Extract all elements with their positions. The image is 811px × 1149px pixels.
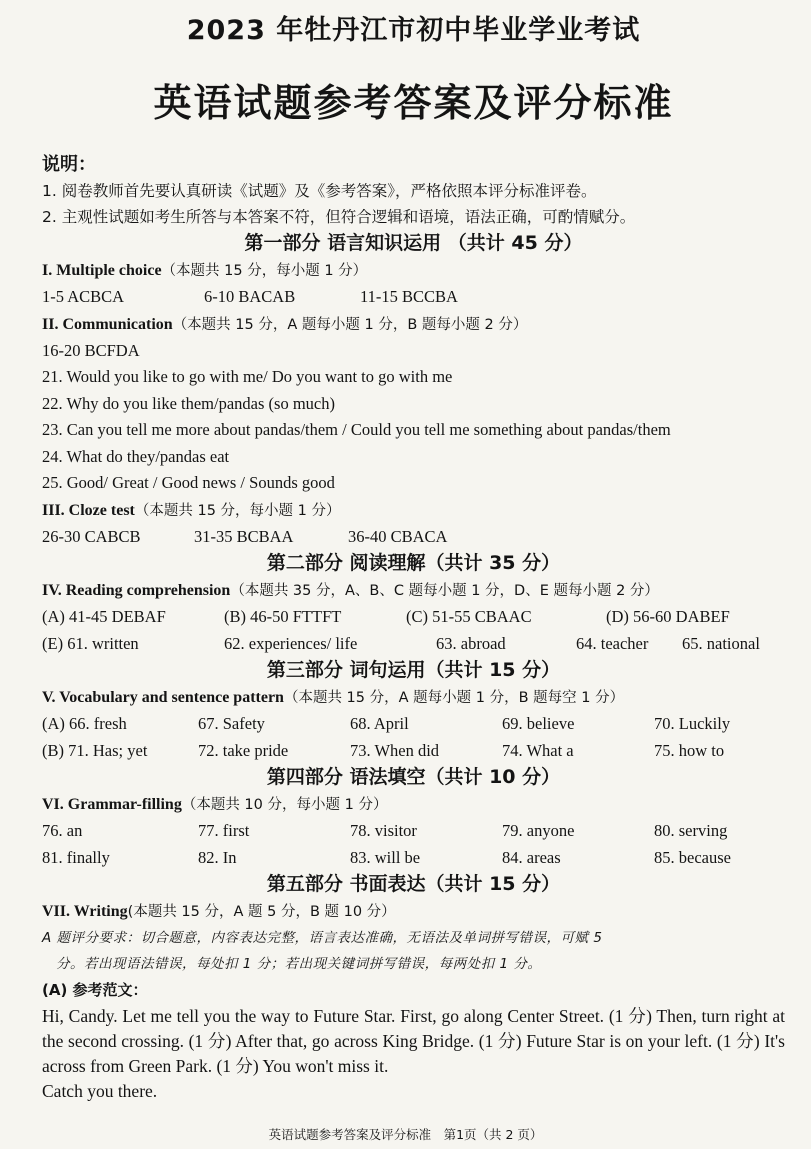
answer-row	[42, 631, 785, 658]
answer-item: 67. Safety	[198, 714, 265, 733]
part-3-title: 第三部分 词句运用（共计 15 分）	[266, 659, 561, 681]
answer-group: (D) 56-60 DABEF	[606, 607, 730, 626]
answer-item: 75. how to	[654, 740, 725, 760]
answer-row	[42, 818, 785, 845]
section-title-en: VI. Grammar-filling	[42, 796, 182, 813]
answer-item: 69. believe	[502, 714, 575, 733]
section-scoring-note: （本题共 15 分，每小题 1 分）	[134, 502, 341, 519]
section-title-en: VII. Writing	[42, 903, 128, 920]
sample-essay: Hi, Candy. Let me tell you the way to Future Star. First, go along Center Street. (1 分) Then, turn right at the second crossing. (1 分) After that, go across King Bridge. (1 分) Future Star is on your left. (1 分) It's across from Green Park. (1 分) You won't miss it.	[42, 1006, 785, 1076]
answer-line: 25. Good/ Great / Good news / Sounds good	[42, 473, 335, 492]
page-footer: 英语试题参考答案及评分标准 第1页（共 2 页）	[268, 1127, 543, 1142]
answer-item: (E) 61. written	[42, 633, 139, 653]
answer-line: 21. Would you like to go with me/ Do you want to go with me	[42, 367, 453, 386]
answer-group: 16-20 BCFDA	[42, 340, 140, 360]
answer-group: 26-30 CABCB	[42, 526, 141, 546]
grading-requirement: A 题评分要求：切合题意，内容表达完整，语言表达准确，无语法及单词拼写错误，可赋 5	[42, 930, 603, 946]
answer-item: 65. national	[682, 633, 760, 653]
section-6-heading	[42, 791, 785, 818]
section-scoring-note: (本题共 15 分，A 题 5 分，B 题 10 分）	[127, 904, 396, 920]
section-scoring-note: （本题共 15 分，每小题 1 分）	[161, 263, 368, 279]
answer-item: 79. anyone	[502, 821, 575, 840]
answer-item: 80. serving	[654, 821, 728, 840]
answer-group: 1-5 ACBCA	[42, 287, 125, 306]
section-scoring-note: （本题共 15 分，A 题每小题 1 分，B 题每小题 2 分）	[172, 316, 528, 333]
answer-item: 62. experiences/ life	[224, 633, 358, 653]
answer-item: (A) 66. fresh	[42, 714, 127, 733]
grading-requirement-cont: 分。若出现语法错误，每处扣 1 分；若出现关键词拼写错误，每两处扣 1 分。	[56, 956, 542, 972]
answer-item: 82. In	[198, 847, 237, 867]
answer-item: 64. teacher	[576, 633, 649, 653]
answer-row	[42, 338, 785, 365]
answer-item: 76. an	[42, 821, 83, 840]
section-2-heading	[42, 311, 785, 338]
part-5-title: 第五部分 书面表达（共计 15 分）	[266, 873, 561, 895]
answer-line: 24. What do they/pandas eat	[42, 446, 230, 466]
answer-item: 83. will be	[350, 847, 421, 867]
section-scoring-note: （本题共 15 分，A 题每小题 1 分，B 题每空 1 分）	[283, 690, 625, 706]
answer-group: 36-40 CBACA	[348, 526, 448, 546]
answer-item: 81. finally	[42, 847, 110, 867]
part-1-title: 第一部分 语言知识运用 （共计 45 分）	[244, 232, 583, 254]
answer-group: (B) 46-50 FTTFT	[224, 607, 342, 626]
section-4-heading	[42, 577, 785, 604]
answer-group: (A) 41-45 DEBAF	[42, 607, 166, 626]
answer-row	[42, 604, 785, 631]
answer-row	[42, 524, 785, 551]
answer-item: 84. areas	[502, 847, 561, 867]
exam-title: 2023 年牡丹江市初中毕业学业考试	[186, 15, 641, 46]
part-2-title: 第二部分 阅读理解（共计 35 分）	[266, 552, 561, 574]
answer-item: 63. abroad	[436, 633, 506, 653]
answer-row	[42, 845, 785, 872]
answer-row	[42, 284, 785, 311]
answer-line: 23. Can you tell me more about pandas/them / Could you tell me something about pandas/them	[42, 420, 671, 439]
section-1-heading	[42, 257, 785, 284]
answer-item: 74. What a	[502, 740, 574, 760]
part-4-title: 第四部分 语法填空（共计 10 分）	[266, 766, 561, 788]
document-title: 英语试题参考答案及评分标准	[153, 80, 674, 125]
section-7-heading	[42, 898, 785, 925]
notes-heading: 说明：	[42, 154, 96, 175]
answer-item: 68. April	[350, 714, 409, 733]
answer-row	[42, 738, 785, 765]
answer-line: 22. Why do you like them/pandas (so much)	[42, 393, 335, 413]
sample-essay-heading: (A) 参考范文：	[42, 981, 148, 999]
answer-item: 73. When did	[350, 740, 440, 760]
note-item: 1. 阅卷教师首先要认真研读《试题》及《参考答案》，严格依照本评分标准评卷。	[42, 182, 597, 200]
answer-item: 70. Luckily	[654, 714, 731, 733]
answer-group: 11-15 BCCBA	[360, 287, 458, 306]
answer-item: 85. because	[654, 847, 731, 867]
section-title-en: II. Communication	[42, 315, 173, 333]
section-scoring-note: （本题共 10 分，每小题 1 分）	[181, 797, 388, 813]
answer-group: 31-35 BCBAA	[194, 526, 294, 546]
section-title-en: III. Cloze test	[42, 501, 135, 519]
section-scoring-note: （本题共 35 分，A、B、C 题每小题 1 分，D、E 题每小题 2 分）	[230, 583, 659, 599]
section-title-en: IV. Reading comprehension	[42, 582, 231, 599]
answer-item: 77. first	[198, 821, 250, 840]
note-item: 2. 主观性试题如考生所答与本答案不符，但符合逻辑和语境，语法正确，可酌情赋分。	[42, 208, 636, 226]
section-title-en: I. Multiple choice	[42, 262, 162, 279]
answer-item: 78. visitor	[350, 821, 417, 840]
answer-row	[42, 711, 785, 738]
section-title-en: V. Vocabulary and sentence pattern	[42, 689, 284, 706]
section-3-heading	[42, 497, 785, 524]
sample-essay-closing: Catch you there.	[42, 1081, 158, 1101]
answer-item: (B) 71. Has; yet	[42, 740, 148, 760]
section-5-heading	[42, 684, 785, 711]
answer-group: 6-10 BACAB	[204, 287, 296, 306]
answer-group: (C) 51-55 CBAAC	[406, 607, 532, 626]
answer-item: 72. take pride	[198, 740, 289, 760]
